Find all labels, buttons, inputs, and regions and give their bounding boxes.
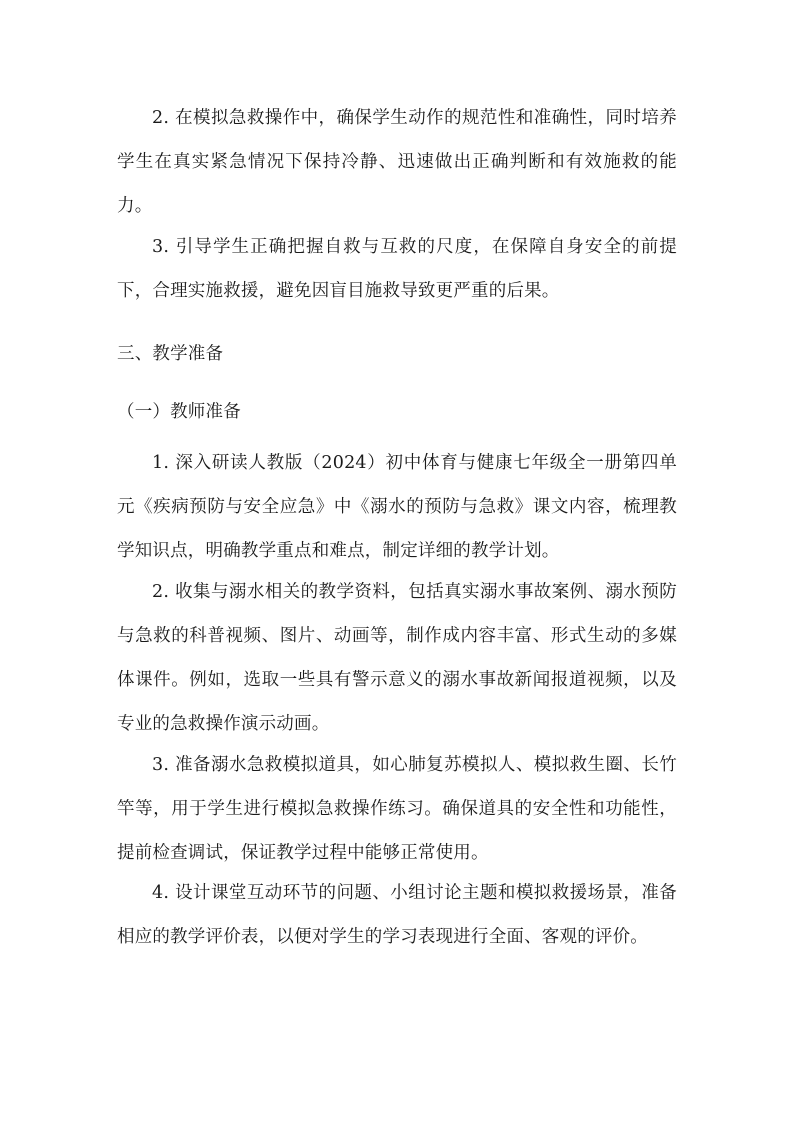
- preparation-item-3: 3. 准备溺水急救模拟道具，如心肺复苏模拟人、模拟救生圈、长竹竿等，用于学生进行模拟急救操作练习。确保道具的安全性和功能性，提前检查调试，保证教学过程中能够正常使用。: [117, 755, 677, 863]
- preparation-item-2: 2. 收集与溺水相关的教学资料，包括真实溺水事故案例、溺水预防与急救的科普视频、图片、动画等，制作成内容丰富、形式生动的多媒体课件。例如，选取一些具有警示意义的溺水事故新闻报道视频，以及专业的急救操作演示动画。: [117, 582, 677, 734]
- objective-item-3: 3. 引导学生正确把握自救与互救的尺度，在保障自身安全的前提下，合理实施救援，避免因盲目施救导致更严重的后果。: [117, 237, 677, 301]
- subsection-heading: （一）教师准备: [117, 402, 241, 422]
- preparation-item-1: 1. 深入研读人教版（2024）初中体育与健康七年级全一册第四单元《疾病预防与安全应急》中《溺水的预防与急救》课文内容，梳理教学知识点，明确教学重点和难点，制定详细的教学计划。: [117, 453, 677, 561]
- preparation-item-4: 4. 设计课堂互动环节的问题、小组讨论主题和模拟救援场景，准备相应的教学评价表，以便对学生的学习表现进行全面、客观的评价。: [117, 883, 677, 947]
- objective-item-2: 2. 在模拟急救操作中，确保学生动作的规范性和准确性，同时培养学生在真实紧急情况下保持冷静、迅速做出正确判断和有效施救的能力。: [117, 108, 677, 216]
- section-heading: 三、教学准备: [117, 344, 224, 364]
